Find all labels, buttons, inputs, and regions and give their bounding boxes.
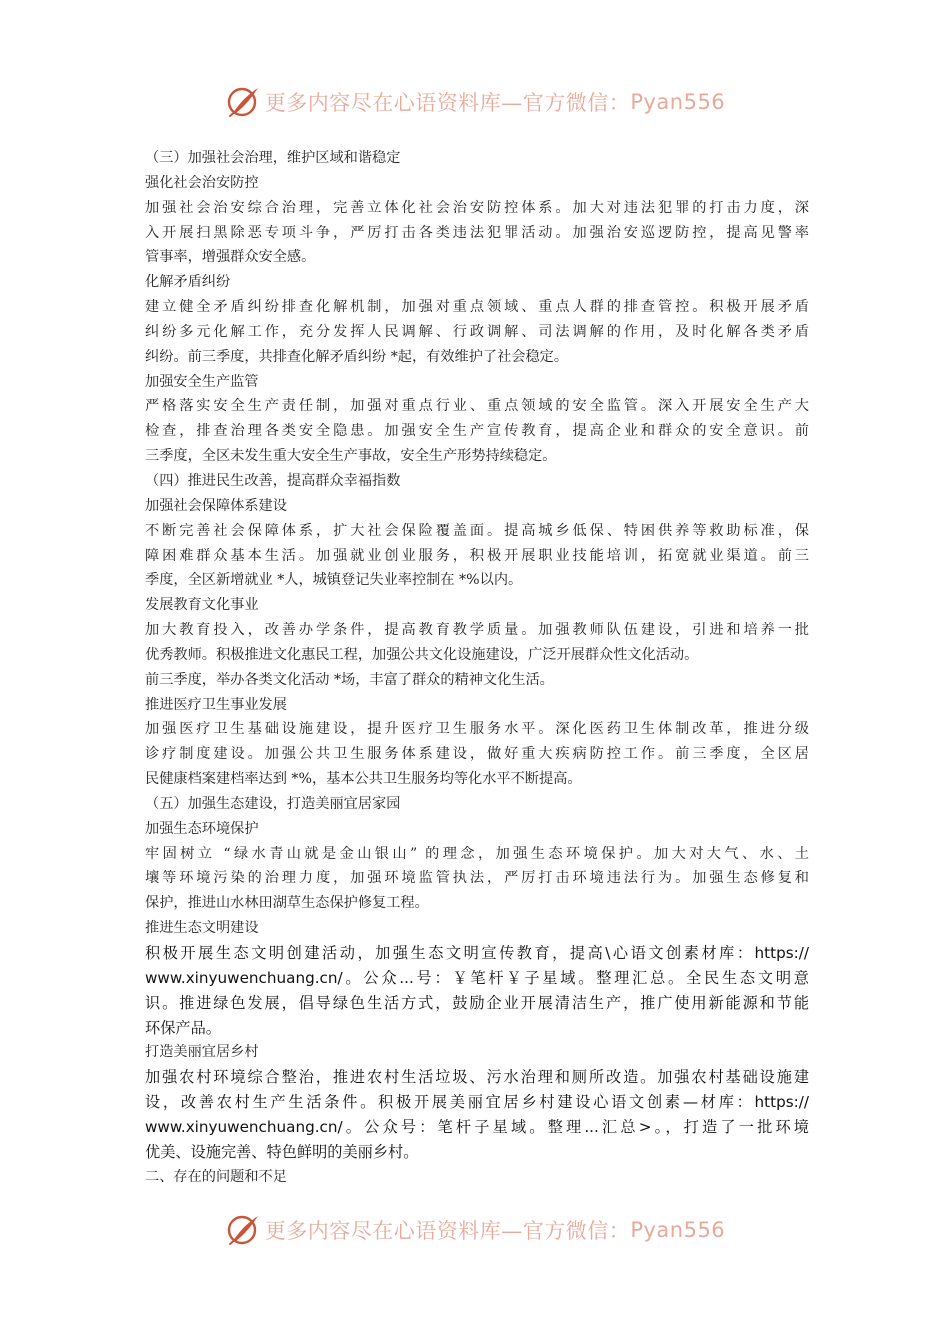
section-heading: 二、存在的问题和不足 — [145, 1168, 287, 1185]
watermark-banner-bottom — [0, 1210, 950, 1250]
paragraph-line: www.xinyuwenchuang.cn/。公众号：笔杆子星域。整理...汇总>。，打造了一批环境 — [145, 1117, 809, 1136]
paragraph-line: 入开展扫黑除恶专项斗争，严厉打击各类违法犯罪活动。加强治安巡逻防控，提高见警率 — [145, 224, 809, 241]
subheading: 加强社会保障体系建设 — [145, 497, 287, 514]
subheading: 发展教育文化事业 — [145, 597, 259, 614]
section-heading: （四）推进民生改善，提高群众幸福指数 — [145, 472, 401, 489]
subheading: 加强安全生产监管 — [145, 373, 259, 390]
paragraph-line: 识。推进绿色发展，倡导绿色生活方式，鼓励企业开展清洁生产，推广使用新能源和节能 — [145, 993, 809, 1012]
subheading: 加强生态环境保护 — [145, 820, 259, 837]
paragraph-line: 加大教育投入，改善办学条件，提高教育教学质量。加强教师队伍建设，引进和培养一批 — [145, 622, 809, 639]
paragraph-line: 不断完善社会保障体系，扩大社会保险覆盖面。提高城乡低保、特困供养等救助标准，保 — [145, 522, 809, 539]
subheading: 强化社会治安防控 — [145, 174, 259, 191]
subheading: 推进医疗卫生事业发展 — [145, 696, 287, 713]
paragraph-line: www.xinyuwenchuang.cn/。公众...号：￥笔杆￥子星域。整理汇总。全民生态文明意 — [145, 968, 809, 987]
paragraph-line: 季度，全区新增就业 *人，城镇登记失业率控制在 *%以内。 — [145, 572, 523, 589]
paragraph-line: 纠纷多元化解工作，充分发挥人民调解、行政调解、司法调解的作用，及时化解各类矛盾 — [145, 323, 809, 340]
paragraph-line: 诊疗制度建设。加强公共卫生服务体系建设，做好重大疾病防控工作。前三季度，全区居 — [145, 746, 809, 763]
paragraph-line: 严格落实安全生产责任制，加强对重点行业、重点领域的安全监管。深入开展安全生产大 — [145, 398, 809, 415]
watermark-banner-top — [0, 82, 950, 122]
paragraph-line: 纠纷。前三季度，共排查化解矛盾纠纷 *起，有效维护了社会稳定。 — [145, 348, 569, 365]
paragraph-line: 积极开展生态文明创建活动，加强生态文明宣传教育，提高\心语文创素材库：https:// — [145, 944, 809, 962]
subheading: 打造美丽宜居乡村 — [145, 1044, 259, 1061]
paragraph-line: 管事率，增强群众安全感。 — [145, 249, 316, 266]
paragraph-line: 优秀教师。积极推进文化惠民工程，加强公共文化设施建设，广泛开展群众性文化活动。 — [145, 646, 699, 663]
paragraph-line: 加强农村环境综合整治，推进农村生活垃圾、污水治理和厕所改造。加强农村基础设施建 — [145, 1068, 809, 1087]
paragraph-line: 三季度，全区未发生重大安全生产事故，安全生产形势持续稳定。 — [145, 448, 557, 465]
paragraph-line: 加强医疗卫生基础设施建设，提升医疗卫生服务水平。深化医药卫生体制改革，推进分级 — [145, 721, 809, 738]
watermark-text: 更多内容尽在心语资料库—官方微信： — [264, 1219, 631, 1243]
watermark-text: 更多内容尽在心语资料库—官方微信： — [264, 91, 631, 115]
section-heading: （三）加强社会治理，维护区域和谐稳定 — [145, 150, 401, 166]
paragraph-line: 民健康档案建档率达到 *%，基本公共卫生服务均等化水平不断提高。 — [145, 771, 582, 788]
paragraph-line: 环保产品。 — [145, 1018, 221, 1037]
paragraph-line: 检查，排查治理各类安全隐患。加强安全生产宣传教育，提高企业和群众的安全意识。前 — [145, 423, 809, 440]
section-heading: （五）加强生态建设，打造美丽宜居家园 — [145, 795, 401, 812]
paragraph-line: 壤等环境污染的治理力度，加强环境监管执法，严厉打击环境违法行为。加强生态修复和 — [145, 870, 809, 887]
paragraph-line: 加强社会治安综合治理，完善立体化社会治安防控体系。加大对违法犯罪的打击力度，深 — [145, 199, 809, 216]
quill-logo-icon — [225, 84, 261, 120]
quill-logo-icon — [225, 1212, 261, 1248]
watermark-wechat-id: Pyan556 — [630, 1218, 726, 1242]
paragraph-line: 保护，推进山水林田湖草生态保护修复工程。 — [145, 895, 429, 912]
watermark-wechat-id: Pyan556 — [630, 90, 726, 114]
subheading: 推进生态文明建设 — [145, 920, 259, 937]
paragraph-line: 优美、设施完善、特色鲜明的美丽乡村。 — [145, 1142, 419, 1161]
subheading: 化解矛盾纠纷 — [145, 274, 231, 291]
paragraph-line: 建立健全矛盾纠纷排查化解机制，加强对重点领域、重点人群的排查管控。积极开展矛盾 — [145, 299, 809, 316]
paragraph-line: 牢固树立 “绿水青山就是金山银山” 的理念，加强生态环境保护。加大对大气、水、土 — [145, 845, 809, 862]
paragraph-line: 设，改善农村生产生活条件。积极开展美丽宜居乡村建设心语文创素—材库：https:// — [145, 1093, 809, 1112]
paragraph-line: 障困难群众基本生活。加强就业创业服务，积极开展职业技能培训，拓宽就业渠道。前三 — [145, 547, 809, 564]
paragraph-line: 前三季度，举办各类文化活动 *场，丰富了群众的精神文化生活。 — [145, 671, 554, 688]
document-body — [145, 146, 809, 1189]
